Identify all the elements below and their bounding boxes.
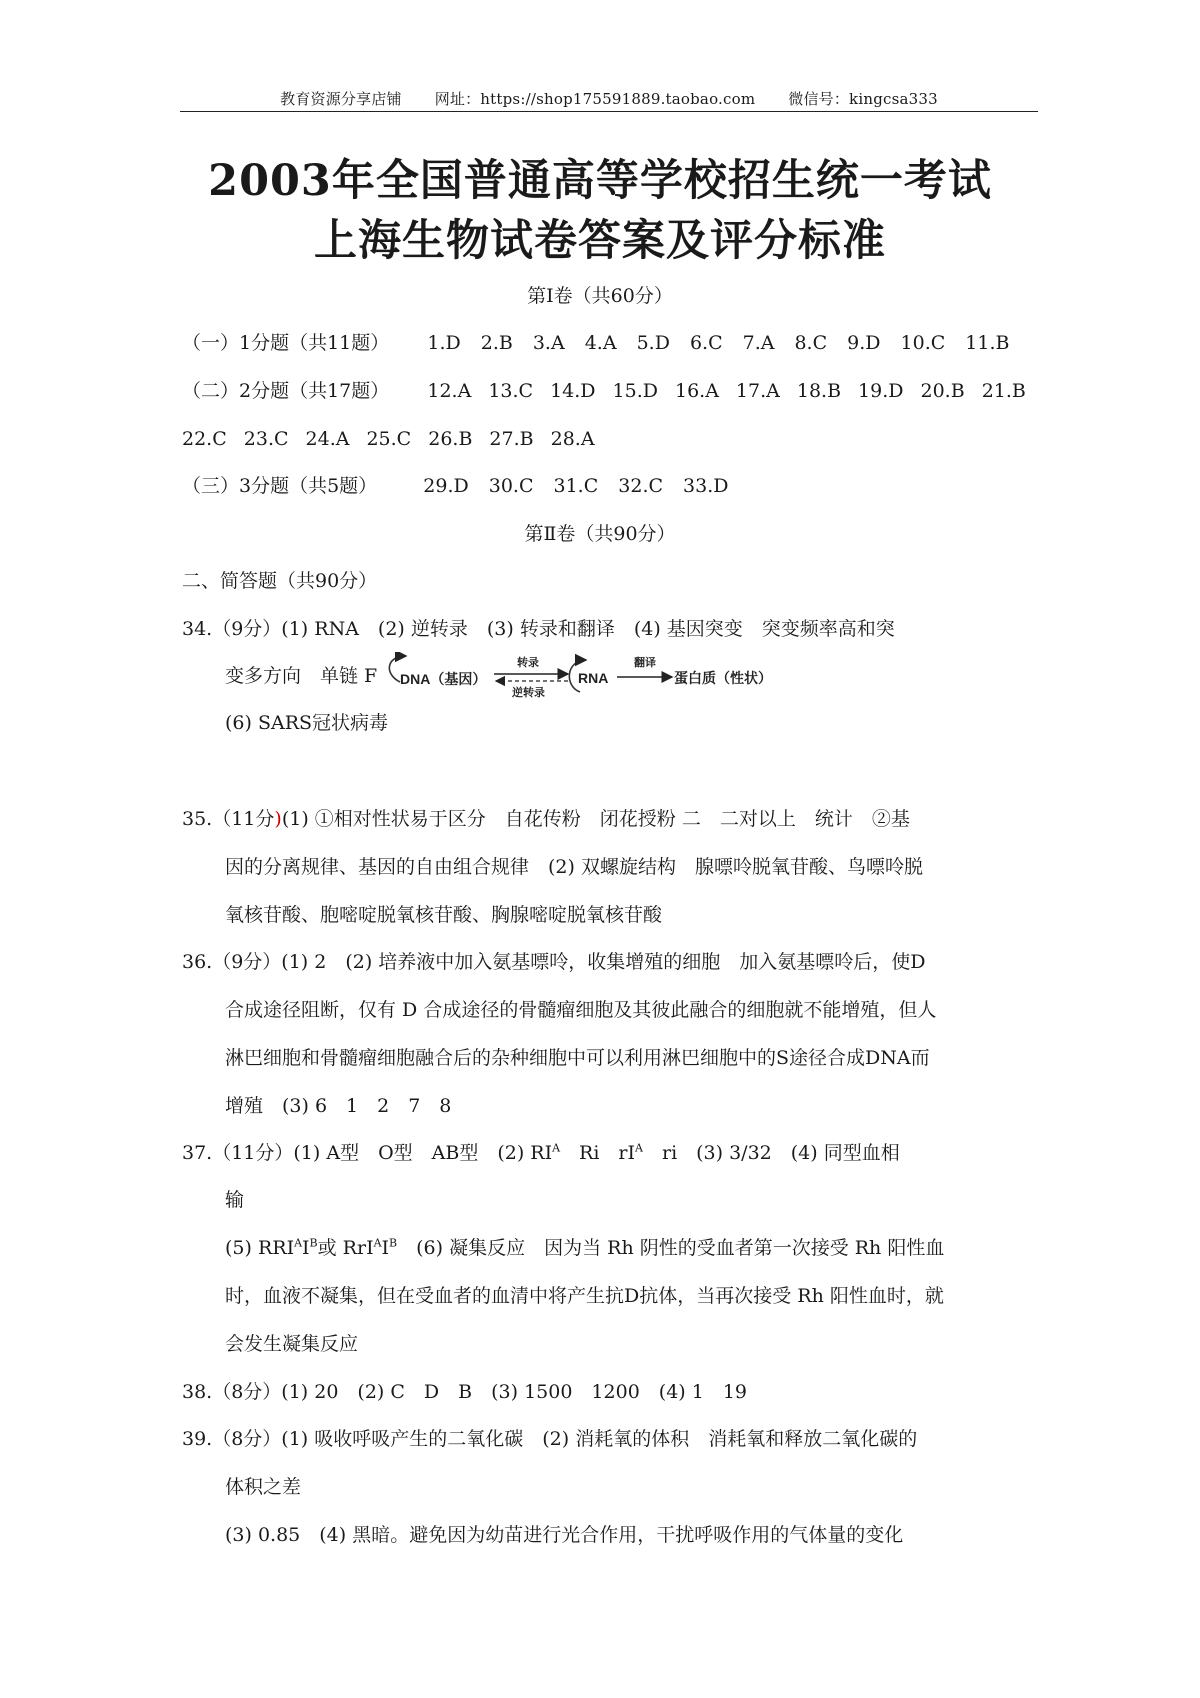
answer-item: 14.D xyxy=(550,380,596,402)
q34-line-1: 34.（9分）(1) RNA (2) 逆转录 (3) 转录和翻译 (4) 基因突变 突变频率高和突 xyxy=(182,618,895,640)
document-title: 2003年全国普通高等学校招生统一考试 xyxy=(208,156,992,206)
answer-item: 8.C xyxy=(794,332,828,354)
q39-line-1: 39.（8分）(1) 吸收呼吸产生的二氧化碳 (2) 消耗氧的体积 消耗氧和释放二氧化碳的 xyxy=(182,1428,918,1450)
q38-line-1: 38.（8分）(1) 20 (2) C D B (3) 1500 1200 (4) 1 19 xyxy=(182,1381,748,1403)
answer-item: 7.A xyxy=(742,332,775,354)
q36-line-1: 36.（9分）(1) 2 (2) 培养液中加入氨基嘌呤，收集增殖的细胞 加入氨基嘌呤后，使D xyxy=(182,951,926,973)
q35-line-1 xyxy=(182,810,910,829)
header-divider xyxy=(180,111,1038,112)
q34-line-2: 变多方向 单链 F xyxy=(225,665,378,687)
answer-item: 29.D xyxy=(423,475,469,497)
q36-line-2: 合成途径阻断，仅有 D 合成途径的骨髓瘤细胞及其彼此融合的细胞就不能增殖，但人 xyxy=(225,999,937,1021)
answer-item: 24.A xyxy=(305,428,350,450)
answer-item: 17.A xyxy=(735,380,780,402)
answer-item: 33.D xyxy=(683,475,729,497)
answer-item: 27.B xyxy=(489,428,534,450)
answer-item: 26.B xyxy=(428,428,473,450)
answer-item: 22.C xyxy=(182,428,227,450)
superscript-b: B xyxy=(309,1236,318,1250)
answer-item: 5.D xyxy=(636,332,670,354)
q37-text-b: Ri rI xyxy=(560,1142,636,1164)
q35-red-paren: ) xyxy=(274,808,282,830)
diagram-rna: RNA xyxy=(578,670,609,686)
answer-item: 28.A xyxy=(550,428,595,450)
q37-line-4: 时，血液不凝集，但在受血者的血清中将产生抗D抗体，当再次接受 Rh 阳性血时，就 xyxy=(225,1285,944,1307)
answer-item: 23.C xyxy=(243,428,289,450)
answer-row-answers xyxy=(427,332,1009,354)
q37-line-5: 会发生凝集反应 xyxy=(225,1333,359,1355)
answer-row-label: （三）3分题（共5题） xyxy=(182,475,378,497)
answer-row-answers xyxy=(423,475,728,497)
q37-line-2: 输 xyxy=(225,1189,245,1211)
diagram-protein: 蛋白质（性状） xyxy=(674,670,772,686)
q39-line-3: (3) 0.85 (4) 黑暗。避免因为幼苗进行光合作用，干扰呼吸作用的气体量的变化 xyxy=(225,1524,904,1546)
answer-item: 31.C xyxy=(553,475,599,497)
answer-item: 2.B xyxy=(480,332,513,354)
superscript-a: A xyxy=(552,1141,561,1155)
q36-line-3: 淋巴细胞和骨髓瘤细胞融合后的杂种细胞中可以利用淋巴细胞中的S途径合成DNA而 xyxy=(225,1047,930,1069)
q37-genotype-1: (5) RRI xyxy=(225,1237,295,1259)
superscript-b: B xyxy=(389,1236,398,1250)
q37-text-c: ri (3) 3/32 (4) 同型血相 xyxy=(642,1142,900,1164)
q37-line-1 xyxy=(182,1141,900,1164)
answer-row-2 xyxy=(182,382,1026,401)
superscript-a: A xyxy=(294,1236,303,1250)
answer-item: 16.A xyxy=(674,380,719,402)
document-subtitle: 上海生物试卷答案及评分标准 xyxy=(314,216,886,266)
answer-row-4 xyxy=(182,477,728,496)
q37-text-e: (6) 凝集反应 因为当 Rh 阴性的受血者第一次接受 Rh 阳性血 xyxy=(397,1237,945,1259)
diagram-translation: 翻译 xyxy=(634,657,656,669)
answer-row-1 xyxy=(182,334,1009,353)
answer-item: 32.C xyxy=(618,475,664,497)
q37-line-3 xyxy=(225,1236,945,1259)
diagram-transcription: 转录 xyxy=(517,657,539,669)
answer-item: 30.C xyxy=(488,475,534,497)
answer-item: 15.D xyxy=(612,380,658,402)
answer-item: 4.A xyxy=(584,332,617,354)
q35-number: 35.（11分 xyxy=(182,808,275,830)
answer-row-answers xyxy=(427,380,1026,402)
q39-line-2: 体积之差 xyxy=(225,1476,302,1498)
answer-item: 3.A xyxy=(532,332,565,354)
q37-genotype-2b: I xyxy=(381,1237,390,1259)
answer-item: 9.D xyxy=(847,332,881,354)
answer-item: 12.A xyxy=(427,380,472,402)
answer-item: 11.B xyxy=(965,332,1010,354)
section-heading: 二、简答题（共90分） xyxy=(182,570,378,592)
part1-heading: 第Ⅰ卷（共60分） xyxy=(527,285,673,307)
answer-item: 10.C xyxy=(900,332,946,354)
superscript-a: A xyxy=(635,1141,643,1155)
superscript-a: A xyxy=(373,1236,382,1250)
answer-item: 25.C xyxy=(366,428,412,450)
answer-row-answers xyxy=(182,428,595,450)
header-shop: 教育资源分享店铺 xyxy=(280,90,402,108)
q35-line-2: 因的分离规律、基因的自由组合规律 (2) 双螺旋结构 腺嘌呤脱氧苷酸、鸟嘌呤脱 xyxy=(225,856,923,878)
header-url: 网址：https://shop175591889.taobao.com xyxy=(434,90,756,108)
central-dogma-diagram xyxy=(382,652,802,700)
answer-item: 18.B xyxy=(796,380,842,402)
answer-row-label: （一）1分题（共11题） xyxy=(182,332,390,354)
answer-item: 13.C xyxy=(488,380,534,402)
q36-line-4: 增殖 (3) 6 1 2 7 8 xyxy=(225,1095,452,1117)
q35-text: (1) ①相对性状易于区分 自花传粉 闭花授粉 二 二对以上 统计 ②基 xyxy=(281,808,910,830)
answer-item: 19.D xyxy=(858,380,904,402)
page-header xyxy=(180,88,1038,109)
q37-genotype-2: 或 RrI xyxy=(317,1237,374,1259)
q37-genotype-1b: I xyxy=(302,1237,310,1259)
answer-item: 1.D xyxy=(427,332,461,354)
answer-item: 20.B xyxy=(920,380,965,402)
q35-line-3: 氧核苷酸、胞嘧啶脱氧核苷酸、胸腺嘧啶脱氧核苷酸 xyxy=(225,904,663,926)
answer-row-3 xyxy=(182,430,595,449)
q37-text-a: 37.（11分）(1) A型 O型 AB型 (2) RI xyxy=(182,1142,553,1164)
diagram-reverse: 逆转录 xyxy=(512,687,545,699)
diagram-dna: DNA（基因） xyxy=(400,671,487,687)
q34-line-3: (6) SARS冠状病毒 xyxy=(225,712,389,734)
header-wechat: 微信号：kingcsa333 xyxy=(788,90,938,108)
answer-item: 21.B xyxy=(981,380,1026,402)
part2-heading: 第Ⅱ卷（共90分） xyxy=(524,523,676,545)
answer-item: 6.C xyxy=(689,332,723,354)
answer-row-label: （二）2分题（共17题） xyxy=(182,380,390,402)
